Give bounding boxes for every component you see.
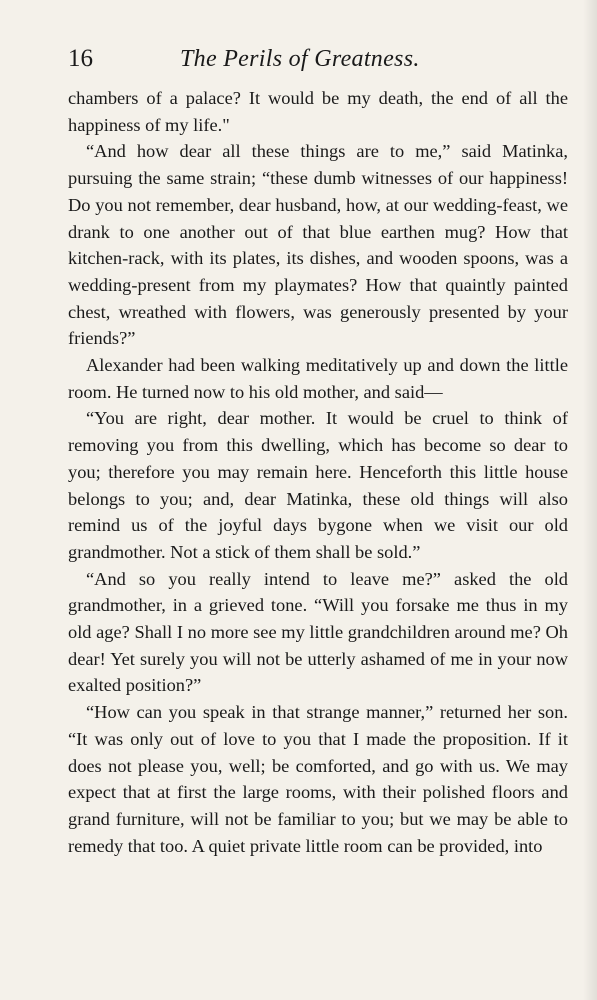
paragraph: “And how dear all these things are to me,” said Matinka, pursuing the same strain; “these dumb witnesses of our happiness! Do you not remember, dear husband, how, at our wedding-feast, we drank to one another out of that blue earthen mug? How that kitchen-rack, with its plates, its dishes, and wooden spoons, was a wedding-present from my playmates? How that quaintly painted chest, wreathed with flowers, was generously presented by your friends?”	[68, 141, 568, 349]
paragraph: “You are right, dear mother. It would be cruel to think of removing you from this dwelling, which has become so dear to you; therefore you may remain here. Henceforth this little house belongs to you; and, dear Matinka, these old things will also remind us of the joyful days bygone when we visit our old grandmother. Not a stick of them shall be sold.”	[68, 408, 568, 562]
running-title: The Perils of Greatness.	[180, 46, 420, 72]
page-header	[68, 42, 568, 76]
page-number: 16	[68, 45, 93, 72]
body-text	[68, 85, 568, 859]
paragraph: Alexander had been walking meditatively up and down the little room. He turned now to his old mother, and said—	[68, 355, 568, 402]
paragraph: “And so you really intend to leave me?” asked the old grandmother, in a grieved tone. “Will you forsake me thus in my old age? Shall I no more see my little grandchildren around me? Oh dear! Yet surely you will not be utterly ashamed of me in your now exalted position?”	[68, 568, 568, 696]
paragraph: “How can you speak in that strange manner,” returned her son. “It was only out of love to you that I made the proposition. If it does not please you, well; be comforted, and go with us. We may expect that at first the large rooms, with their polished floors and grand furniture, will not be familiar to you; but we may be able to remedy that too. A quiet private little room can be provided, into	[68, 702, 568, 856]
page-edge-shadow	[583, 0, 597, 1000]
paragraph-continuation: chambers of a palace? It would be my death, the end of all the happiness of my life."	[68, 88, 568, 135]
